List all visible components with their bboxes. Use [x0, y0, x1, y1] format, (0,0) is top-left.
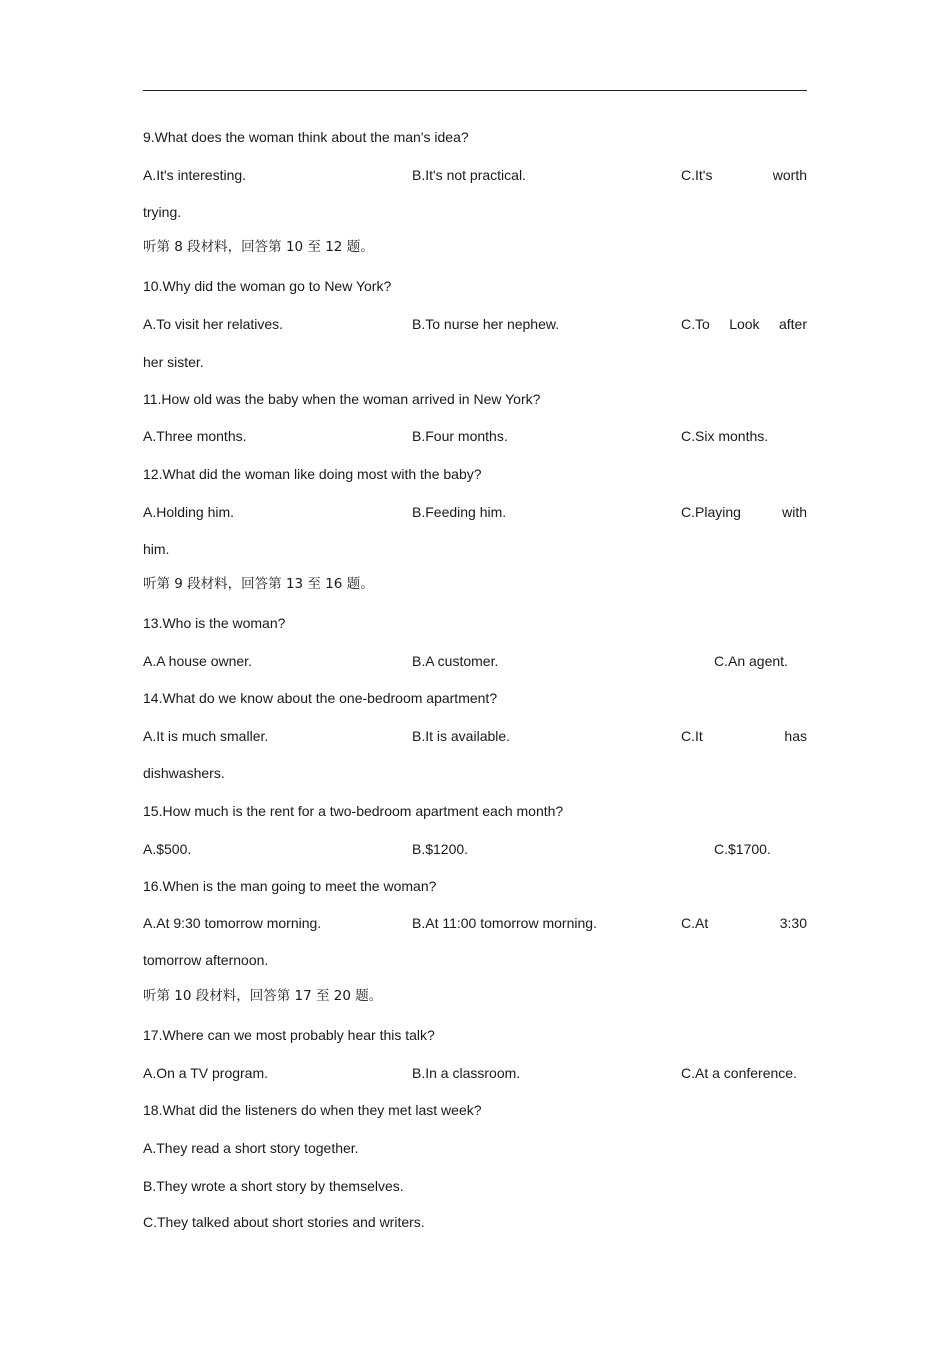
question-10: 10.Why did the woman go to New York? [143, 278, 392, 294]
option-c-continuation: tomorrow afternoon. [143, 952, 269, 968]
option-b: B.Four months. [412, 428, 508, 444]
option-a: A.To visit her relatives. [143, 316, 284, 332]
options-16 [143, 914, 807, 932]
option-b: B.It is available. [412, 728, 511, 744]
option-c: C.Six months. [681, 428, 769, 444]
option-a: A.A house owner. [143, 653, 252, 669]
section-heading: 听第 8 段材料，回答第 10 至 12 题。 [143, 239, 374, 255]
question-11: 11.How old was the baby when the woman arrived in New York? [143, 391, 541, 407]
option-a: A.$500. [143, 841, 192, 857]
option-a: A.Holding him. [143, 504, 235, 520]
question-17: 17.Where can we most probably hear this talk? [143, 1027, 435, 1043]
question-15: 15.How much is the rent for a two-bedroom apartment each month? [143, 803, 564, 819]
option-b: B.Feeding him. [412, 504, 507, 520]
question-16: 16.When is the man going to meet the woman? [143, 878, 437, 894]
option-c: C.$1700. [714, 841, 771, 857]
option-a: A.Three months. [143, 428, 247, 444]
option-b: B.They wrote a short story by themselves. [143, 1178, 404, 1194]
option-b: B.To nurse her nephew. [412, 316, 560, 332]
question-12: 12.What did the woman like doing most with the baby? [143, 466, 482, 482]
option-b: B.It's not practical. [412, 167, 526, 183]
options-12 [143, 503, 807, 521]
option-c-continuation: her sister. [143, 354, 204, 370]
option-c: C.At 3:30 [681, 915, 807, 931]
option-b: B.In a classroom. [412, 1065, 521, 1081]
option-b: B.A customer. [412, 653, 499, 669]
option-a: A.They read a short story together. [143, 1140, 359, 1156]
option-c: C.Playing with [681, 504, 807, 520]
options-17 [143, 1064, 807, 1082]
options-11 [143, 427, 807, 445]
options-10 [143, 315, 807, 333]
option-b: B.$1200. [412, 841, 469, 857]
options-9 [143, 166, 807, 184]
option-a: A.On a TV program. [143, 1065, 269, 1081]
option-c-continuation: him. [143, 541, 170, 557]
option-c: C.It's worth [681, 167, 807, 183]
option-c-continuation: trying. [143, 204, 182, 220]
option-c: C.They talked about short stories and writers. [143, 1214, 425, 1230]
section-heading: 听第 9 段材料，回答第 13 至 16 题。 [143, 576, 374, 592]
option-a: A.At 9:30 tomorrow morning. [143, 915, 322, 931]
option-a: A.It's interesting. [143, 167, 247, 183]
section-heading: 听第 10 段材料，回答第 17 至 20 题。 [143, 988, 383, 1004]
question-13: 13.Who is the woman? [143, 615, 286, 631]
options-14 [143, 727, 807, 745]
question-18: 18.What did the listeners do when they met last week? [143, 1102, 482, 1118]
question-14: 14.What do we know about the one-bedroom apartment? [143, 690, 498, 706]
option-b: B.At 11:00 tomorrow morning. [412, 915, 597, 931]
option-c: C.To Look after [681, 316, 807, 332]
option-c-continuation: dishwashers. [143, 765, 225, 781]
option-c: C.At a conference. [681, 1065, 797, 1081]
top-rule [143, 90, 807, 91]
option-c: C.An agent. [714, 653, 788, 669]
options-13 [143, 652, 807, 670]
options-15 [143, 840, 807, 858]
option-a: A.It is much smaller. [143, 728, 269, 744]
option-c: C.It has [681, 728, 807, 744]
question-9: 9.What does the woman think about the man's idea? [143, 129, 469, 145]
